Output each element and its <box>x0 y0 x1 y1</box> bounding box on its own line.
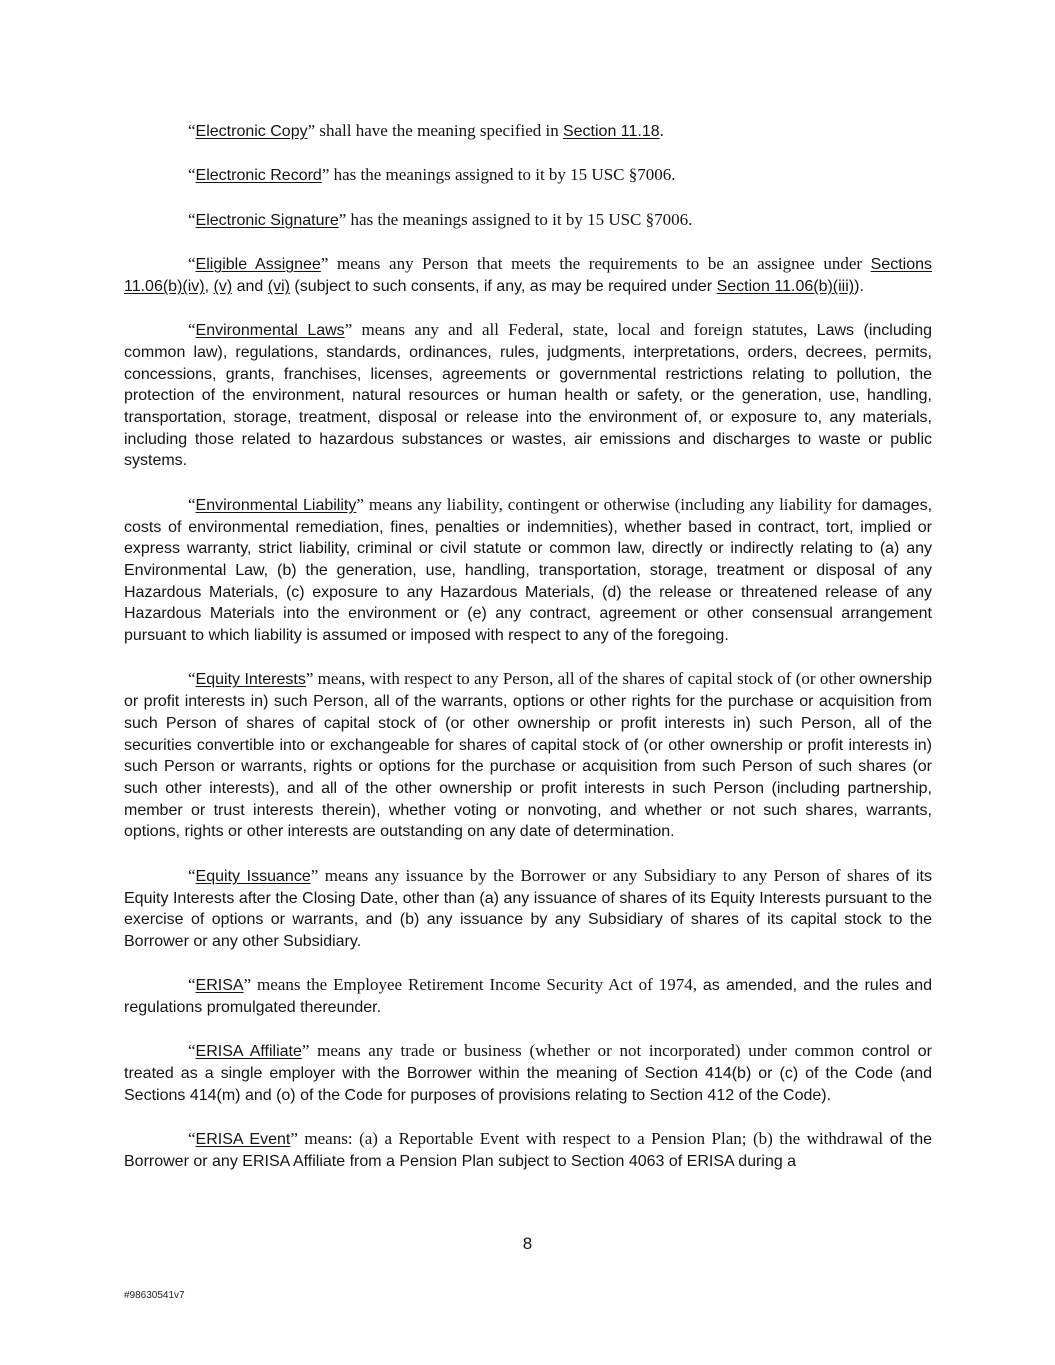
section-reference: Sections 11.06(b)(iv) <box>124 256 932 295</box>
definition-eligible-assignee: “Eligible Assignee” means any Person that meets the requirements to be an assignee under Sections 11.06(b)(iv), (v) and (vi) (subject to such consents, if any, as may be required under Section 11.06(b)(iii)). <box>124 254 932 295</box>
definition-equity-issuance: “Equity Issuance” means any issuance by the Borrower or any Subsidiary to any Person of shares of its Equity Interests after the Closing Date, other than (a) any issuance of shares of its Equity Interests pursuant to the exercise of options or warrants, and (b) any issuance by any Subsidiary of shares of its capital stock to the Borrower or any other Subsidiary. <box>124 865 932 950</box>
defined-term: Equity Interests <box>195 671 306 689</box>
definition-erisa-affiliate: “ERISA Affiliate” means any trade or business (whether or not incorporated) under common control or treated as a single employer with the Borrower within the meaning of Section 414(b) or (c) of the Code (and Sections 414(m) and (o) of the Code for purposes of provisions relating to Section 412 of the Code). <box>124 1041 932 1104</box>
defined-term: Environmental Laws <box>195 322 345 340</box>
definition-environmental-laws: “Environmental Laws” means any and all Federal, state, local and foreign statutes, Laws (including common law), regulations, standards, ordinances, rules, judgments, interpretations, orders, decrees, permits, concessions, grants, franchises, licenses, agreements or governmental restrictions relating to pollution, the protection of the environment, natural resources or human health or safety, or the generation, use, handling, transportation, storage, treatment, disposal or release into the environment of, or exposure to, any materials, including those related to hazardous substances or wastes, air emissions and discharges to waste or public systems. <box>124 320 933 470</box>
section-reference: Section 11.18 <box>562 123 660 140</box>
definition-electronic-record: “Electronic Record” has the meanings assigned to it by 15 USC §7006. <box>188 165 676 185</box>
defined-term: Electronic Record <box>195 167 322 185</box>
definition-erisa-event: “ERISA Event” means: (a) a Reportable Event with respect to a Pension Plan; (b) the withdrawal of the Borrower or any ERISA Affiliate from a Pension Plan subject to Section 4063 of ERISA during a <box>124 1129 933 1170</box>
section-reference: Section 11.06(b)(iii) <box>716 277 855 295</box>
definition-erisa: “ERISA” means the Employee Retirement Income Security Act of 1974, as amended, and the rules and regulations promulgated thereunder. <box>124 975 933 1016</box>
defined-term: Electronic Copy <box>195 123 308 140</box>
definition-equity-interests: “Equity Interests” means, with respect to any Person, all of the shares of capital stock of (or other ownership or profit interests in) such Person, all of the warrants, options or other rights for the purchase or acquisition from such Person of shares of capital stock of (or other ownership or profit interests in) such Person, all of the securities convertible into or exchangeable for shares of capital stock of (or other ownership or profit interests in) such Person or warrants, rights or options for the purchase or acquisition from such Person of such shares (or such other interests), and all of the other ownership or profit interests in such Person (including partnership, member or trust interests therein), whether voting or nonvoting, and whether or not such shares, warrants, options, rights or other interests are outstanding on any date of determination. <box>124 669 932 841</box>
definition-electronic-signature: “Electronic Signature” has the meanings assigned to it by 15 USC §7006. <box>188 209 693 229</box>
page-number: 8 <box>522 1234 533 1253</box>
document-id: #98630541v7 <box>124 1290 185 1301</box>
defined-term: ERISA Affiliate <box>195 1043 302 1061</box>
defined-term: Environmental Liability <box>195 496 357 514</box>
definition-electronic-copy: “Electronic Copy” shall have the meaning specified in Section 11.18. <box>188 121 664 140</box>
definition-environmental-liability: “Environmental Liability” means any liability, contingent or otherwise (including any liability for damages, costs of environmental remediation, fines, penalties or indemnities), whether based in contract, tort, implied or express warranty, strict liability, criminal or civil statute or common law, directly or indirectly relating to (a) any Environmental Law, (b) the generation, use, handling, transportation, storage, treatment or disposal of any Hazardous Materials, (c) exposure to any Hazardous Materials, (d) the release or threatened release of any Hazardous Materials into the environment or (e) any contract, agreement or other consensual arrangement pursuant to which liability is assumed or imposed with respect to any of the foregoing. <box>124 494 933 645</box>
section-reference: (v) <box>213 277 233 295</box>
section-reference: (vi) <box>267 277 290 295</box>
defined-term: Eligible Assignee <box>195 256 321 274</box>
defined-term: Equity Issuance <box>195 867 311 885</box>
definitions-list <box>124 120 932 1173</box>
defined-term: Electronic Signature <box>195 211 339 229</box>
defined-term: ERISA <box>195 977 244 995</box>
defined-term: ERISA Event <box>195 1131 291 1149</box>
